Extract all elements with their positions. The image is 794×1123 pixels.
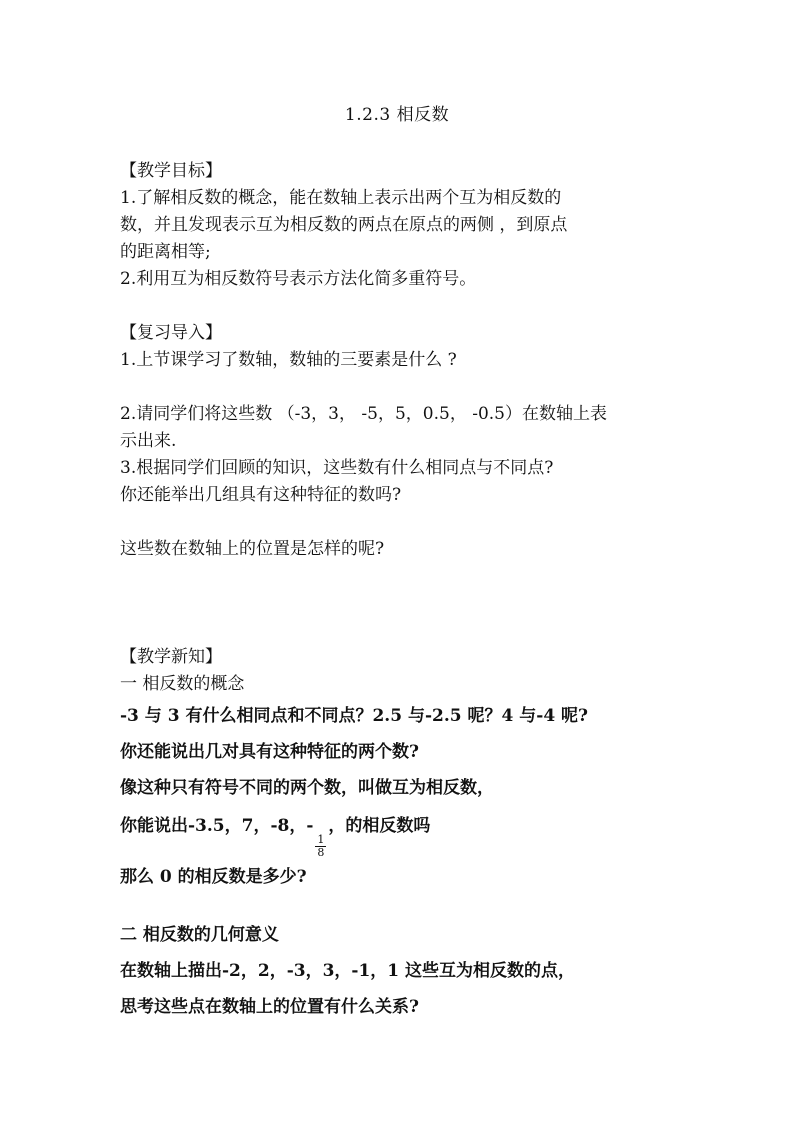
review-question-3: 你还能举出几组具有这种特征的数吗? [120, 485, 402, 505]
objective-line: 2.利用互为相反数符号表示方法化简多重符号。 [120, 269, 477, 289]
spacer [120, 374, 690, 401]
part1-ask-line [120, 806, 690, 859]
section-heading-new-knowledge: 【教学新知】 [120, 647, 222, 667]
fraction-denominator: 8 [317, 846, 325, 859]
review-question-2: 2.请同学们将这些数 （-3，3， -5，5，0.5， -0.5）在数轴上表 [120, 404, 607, 424]
review-question-2: 示出来. [120, 431, 177, 451]
part2-title: 二 相反数的几何意义 [120, 925, 279, 945]
part1-line: 你还能说出几对具有这种特征的两个数? [120, 742, 419, 762]
review-question-1: 1.上节课学习了数轴，数轴的三要素是什么 ? [120, 350, 457, 370]
spacer [120, 590, 690, 617]
part1-line: 像这种只有符号不同的两个数，叫做互为相反数， [120, 778, 494, 798]
part1-zero-question: 那么 0 的相反数是多少? [120, 867, 307, 887]
part1-title: 一 相反数的概念 [120, 674, 245, 694]
spacer [120, 509, 690, 536]
spacer [120, 617, 690, 644]
part1-ask-prefix: 你能说出-3.5，7，-8，- [120, 816, 314, 836]
fraction-one-eighth [315, 834, 326, 859]
document-body [120, 158, 690, 1025]
part1-ask-suffix: ，的相反数吗 [328, 816, 431, 836]
page-title: 1.2.3 相反数 [344, 105, 450, 125]
spacer [120, 563, 690, 590]
objective-line: 1.了解相反数的概念，能在数轴上表示出两个互为相反数的 [120, 188, 562, 208]
objective-line: 数，并且发现表示互为相反数的两点在原点的两侧 ，到原点 [120, 215, 568, 235]
section-heading-objectives: 【教学目标】 [120, 161, 222, 181]
spacer [120, 293, 690, 320]
section-heading-review: 【复习导入】 [120, 323, 222, 343]
objective-line: 的距离相等; [120, 242, 211, 262]
spacer [120, 895, 690, 917]
part1-line: -3 与 3 有什么相同点和不同点？2.5 与-2.5 呢？4 与-4 呢? [120, 706, 589, 726]
part2-line: 在数轴上描出-2，2，-3，3，-1，1 这些互为相反数的点， [120, 961, 576, 981]
review-question-4: 这些数在数轴上的位置是怎样的呢? [120, 539, 385, 559]
review-question-3: 3.根据同学们回顾的知识，这些数有什么相同点与不同点? [120, 458, 554, 478]
part2-line: 思考这些点在数轴上的位置有什么关系? [120, 997, 419, 1017]
fraction-numerator: 1 [317, 833, 325, 846]
